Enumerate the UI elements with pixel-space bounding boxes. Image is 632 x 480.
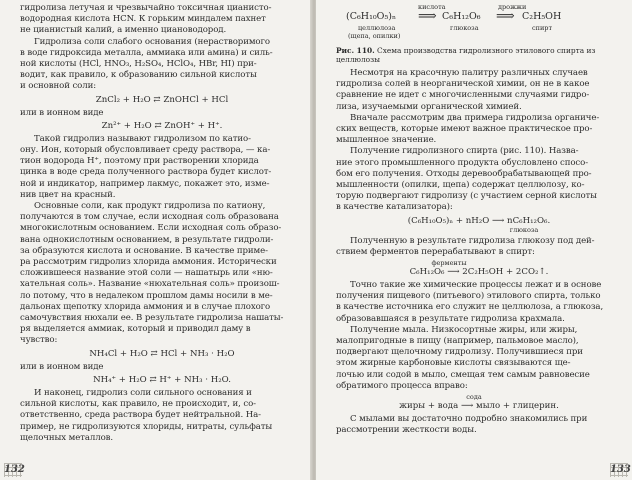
equation: NH₄⁺ + H₂O ⇄ H⁺ + NH₃ · H₂O. — [93, 374, 231, 385]
text-line: рассмотрении жесткости воды. — [336, 425, 477, 436]
scheme-formula-glucose: C₆H₁₂O₆ — [442, 11, 481, 22]
text-line: не цианистый калий, а именно циановодород. — [20, 25, 227, 36]
text-line: в качестве источника его служит не целлюлоза, а глюкоза, — [336, 302, 604, 313]
paragraph — [336, 146, 622, 213]
equation-note: глюкоза — [509, 225, 539, 234]
paragraph — [20, 37, 304, 93]
text-line: ло потому, что в недалеком прошлом дамы носили в ме- — [20, 290, 273, 301]
text-line: цинка в воде среда полученного раствора будет кислот- — [20, 167, 272, 178]
text-line: получаются в том случае, если исходная соль образована — [20, 212, 279, 223]
text-line: обратимого процесса вправо: — [336, 380, 468, 391]
paragraph — [20, 201, 304, 347]
text-line: многокислотным основанием. Если исходная соль образо- — [20, 223, 282, 234]
scheme-formula-cellulose: (C₆H₁₀O₅)ₙ — [346, 11, 397, 22]
equation-note: ферменты — [431, 259, 467, 268]
left-text-column — [20, 3, 304, 444]
text-line: пример, не гидролизуются хлориды, нитраты, сульфаты — [20, 421, 273, 432]
equation: (C₆H₁₀O₅)ₙ + nH₂O ⟶ nC₆H₁₂O₆. — [407, 215, 551, 226]
text-line: Получение гидролизного спирта (рис. 110). Назва- — [350, 146, 579, 157]
text-line: Получение мыла. Низкосортные жиры, или жиры, — [350, 324, 578, 335]
scheme-caption-source: (щепа, опилки) — [348, 32, 401, 40]
text-line: торую подвергают гидролизу (с участием серной кислоты — [336, 191, 597, 202]
scheme-arrow: ⟹ — [496, 9, 515, 24]
text-line: гидролиза летучая и чрезвычайно токсичная цианисто- — [20, 3, 272, 13]
text-line: Такой гидролиз называют гидролизом по катио- — [34, 133, 251, 144]
equation-note: сода — [466, 393, 482, 402]
right-text-column — [336, 3, 622, 436]
text-line: лиза, изучаемыми органической химией. — [336, 101, 522, 112]
text-line: бом его получения. Отходы деревообрабатывающей про- — [336, 168, 592, 179]
text-line: в воде гидроксида металла, аммиака или амина) и силь- — [20, 47, 273, 58]
page-number: 132 — [4, 464, 25, 475]
scheme-caption-glucose: глюкоза — [450, 24, 479, 32]
paragraph — [336, 325, 622, 392]
text-line: нив цвет на красный. — [20, 189, 116, 200]
text-line: И наконец, гидролиз соли сильного основания и — [34, 387, 252, 398]
text-line: подвергают щелочному гидролизу. Получившиеся при — [336, 347, 583, 358]
text-line: лочью или содой в мыло, смещая тем самым равновесие — [336, 369, 590, 380]
text-line: или в ионном виде — [20, 107, 104, 118]
paragraph — [20, 3, 304, 37]
paragraph — [336, 414, 622, 436]
text-line: С мылами вы достаточно подробно знакомились при — [350, 414, 588, 425]
text-line: сравнение не идет с многочисленными случаями гидро- — [336, 90, 590, 101]
text-line: в качестве катализатора): — [336, 202, 453, 213]
paragraph — [20, 388, 304, 444]
text-line: самочувствия нюхали ее. В результате гидролиза нашаты- — [20, 313, 284, 324]
text-line: ной кислоты (HCl, HNO₃, H₂SO₄, HClO₄, HBr, HI) при- — [20, 59, 257, 70]
text-line: водит, как правило, к образованию сильной кислоты — [20, 70, 257, 81]
equation: жиры + вода ⟶ мыло + глицерин. — [399, 401, 559, 412]
paragraph — [336, 68, 622, 113]
text-line: тион водорода H⁺, поэтому при растворении хлорида — [20, 156, 259, 167]
text-line: или в ионном виде — [20, 361, 104, 372]
text-line: Несмотря на красочную палитру различных случаев — [350, 68, 588, 78]
text-line: сложившееся название этой соли — нашатырь или «ню- — [20, 268, 273, 279]
text-line: ону. Ион, который обусловливает среду раствора, — ка- — [20, 145, 271, 156]
text-line: ответственно, среда раствора будет нейтральной. На- — [20, 410, 261, 421]
text-line: мышленное значение. — [336, 135, 437, 146]
text-line: и основной соли: — [20, 81, 97, 92]
text-line: Полученную в результате гидролиза глюкозу под дей- — [350, 235, 595, 246]
production-scheme — [336, 3, 622, 43]
text-line: малопригодные в пищу (например, пальмовое масло), — [336, 336, 579, 347]
text-line: гидролиза солей в неорганической химии, он не в какое — [336, 79, 590, 90]
text-line: получения пищевого (питьевого) этилового спирта, только — [336, 291, 601, 302]
text-line: этом жирные карбоновые кислоты связываются ще- — [336, 358, 571, 369]
text-line: ра рассмотрим гидролиз хлорида аммония. Исторически — [20, 257, 277, 268]
text-line: ной и индикатор, например лакмус, покажет это, изме- — [20, 178, 270, 189]
text-line: сильной кислоты, как правило, не происходит, и, со- — [20, 399, 256, 410]
scheme-arrow: ⟹ — [418, 9, 437, 24]
left-page — [0, 0, 312, 480]
text-line: образовавшаяся в результате гидролиза крахмала. — [336, 313, 565, 324]
text-line: ствием ферментов перерабатывают в спирт: — [336, 246, 535, 257]
equation: ZnCl₂ + H₂O ⇄ ZnOHCl + HCl — [95, 94, 229, 105]
figure-caption — [336, 46, 622, 64]
text-line: водородная кислота HCN. К горьким миндалем пахнет — [20, 14, 266, 25]
paragraph — [336, 236, 622, 258]
text-line: за образуются кислота и основание. В качестве приме- — [20, 245, 268, 256]
text-line: чувство: — [20, 335, 58, 346]
text-line: щелочных металлов. — [20, 432, 114, 443]
text-line: ских веществ, которые имеют важное практическое про- — [336, 124, 593, 135]
scheme-caption-cellulose: целлюлоза — [358, 24, 396, 32]
paragraph — [20, 134, 304, 201]
figure-caption-text: Схема производства гидролизного этилового спирта из целлюлозы — [336, 46, 596, 64]
equation: Zn²⁺ + H₂O ⇄ ZnOH⁺ + H⁺. — [101, 120, 223, 131]
paragraph — [336, 113, 622, 147]
text-line: дальонах щепотку хлорида аммония и в случае плохого — [20, 301, 271, 312]
scheme-caption-alcohol: спирт — [532, 24, 553, 32]
figure-label: Рис. 110. — [336, 46, 375, 55]
page-number: 133 — [610, 464, 631, 475]
text-line: ря выделяется аммиак, который и приводил даму в — [20, 324, 251, 335]
text-line: Вначале рассмотрим два примера гидролиза органиче- — [350, 112, 600, 123]
scheme-formula-ethanol: C₂H₅OH — [522, 11, 562, 22]
equation: NH₄Cl + H₂O ⇄ HCl + NH₃ · H₂O — [89, 348, 235, 359]
equation: C₆H₁₂O₆ ⟶ 2C₂H₅OH + 2CO₂↑. — [409, 267, 549, 278]
text-line: мышленности (опилки, щепа) содержат целлюлозу, ко- — [336, 180, 585, 191]
text-line: Основные соли, как продукт гидролиза по катиону, — [34, 201, 266, 212]
text-line: вана однокислотным основанием, в результате гидроли- — [20, 234, 274, 245]
scheme-label-catalyst: кислота — [418, 3, 446, 11]
text-line: Гидролиза соли слабого основания (нерастворимого — [34, 36, 270, 47]
text-line: ние этого промышленного продукта обусловлено спосо- — [336, 157, 589, 168]
text-line: хательная соль». Название «нюхательная соль» произош- — [20, 279, 280, 290]
right-page — [316, 0, 632, 480]
scheme-label-yeast: дрожжи — [498, 3, 527, 11]
paragraph — [336, 280, 622, 325]
text-line: Точно такие же химические процессы лежат и в основе — [350, 280, 602, 291]
